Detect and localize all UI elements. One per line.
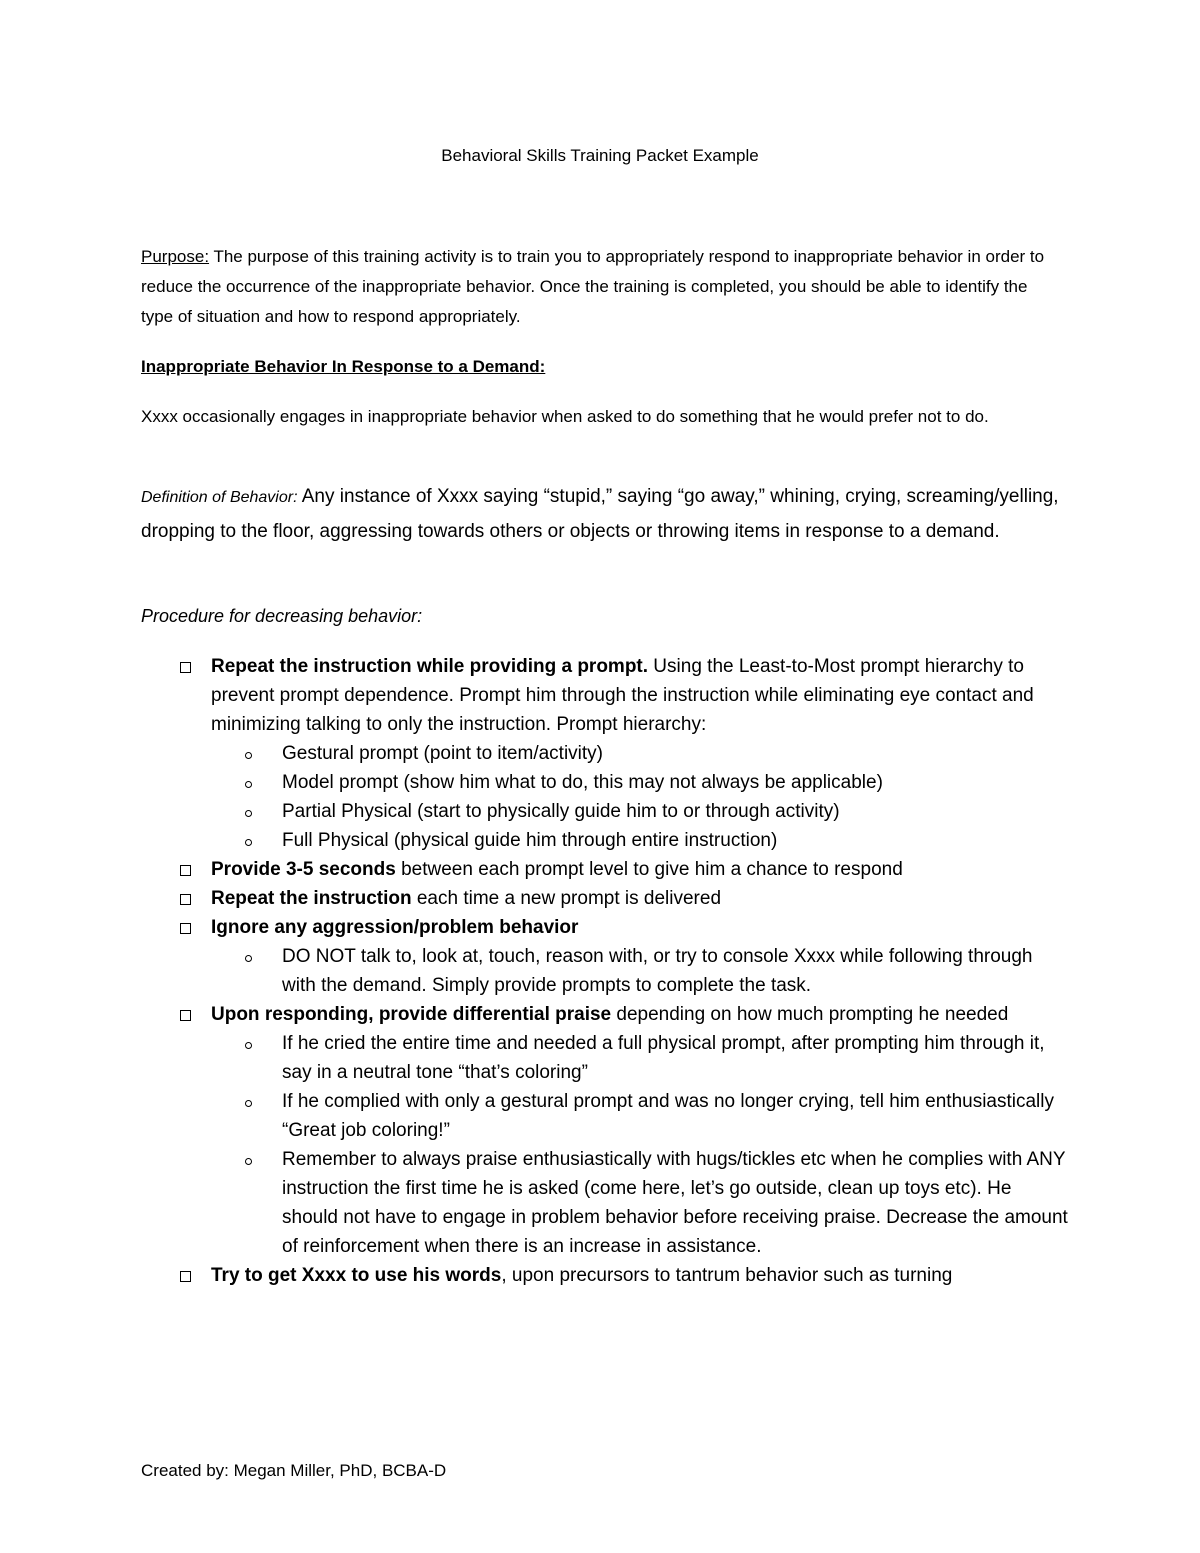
checklist-item (141, 652, 1071, 739)
checkbox-icon (180, 662, 191, 673)
checkbox-icon (180, 1271, 191, 1282)
intro-paragraph: Xxxx occasionally engages in inappropriate behavior when asked to do something that he would prefer not to do. (141, 407, 989, 426)
checklist-item-text: Using the Least-to-Most prompt hierarchy to prevent prompt dependence. Prompt him through the instruction while eliminating eye contact and minimizing talking to only the instruction. Prompt hierarchy: (211, 656, 1034, 735)
checklist-item-bold: Upon responding, provide differential praise (211, 1004, 612, 1025)
purpose-paragraph (141, 242, 1061, 332)
checklist-item-bold: Try to get Xxxx to use his words (211, 1265, 502, 1286)
sub-bullet-item (141, 1145, 1071, 1261)
sub-bullet-text: Gestural prompt (point to item/activity) (282, 743, 603, 764)
sub-bullet-item (141, 942, 1071, 1000)
section-heading: Inappropriate Behavior In Response to a Demand: (141, 357, 546, 376)
checklist-item-text: depending on how much prompting he needed (611, 1004, 1009, 1025)
checklist-item (141, 1000, 1071, 1029)
sub-bullet-item (141, 739, 1071, 768)
circle-bullet-icon (245, 1158, 252, 1165)
checkbox-icon (180, 923, 191, 934)
sub-bullet-text: If he complied with only a gestural prompt and was no longer crying, tell him enthusiastically “Great job coloring!” (282, 1091, 1054, 1141)
sub-bullet-item (141, 1087, 1071, 1145)
sub-bullet-text: Model prompt (show him what to do, this may not always be applicable) (282, 772, 883, 793)
checklist-item-bold: Repeat the instruction while providing a prompt. (211, 656, 649, 677)
sub-bullet-item (141, 768, 1071, 797)
circle-bullet-icon (245, 839, 252, 846)
circle-bullet-icon (245, 1042, 252, 1049)
footer-credit: Created by: Megan Miller, PhD, BCBA-D (141, 1461, 447, 1480)
checklist-item (141, 1261, 1071, 1290)
sub-bullet-text: Partial Physical (start to physically guide him to or through activity) (282, 801, 840, 822)
checklist-item-text: between each prompt level to give him a chance to respond (395, 859, 903, 880)
checkbox-icon (180, 865, 191, 876)
sub-bullet-item (141, 797, 1071, 826)
checklist-item-text: each time a new prompt is delivered (411, 888, 722, 909)
checklist-item (141, 855, 1071, 884)
purpose-label: Purpose: (141, 247, 210, 266)
checkbox-icon (180, 894, 191, 905)
sub-bullet-text: DO NOT talk to, look at, touch, reason with, or try to console Xxxx while following through with the demand. Simply provide prompts to complete the task. (282, 946, 1033, 996)
sub-bullet-text: Full Physical (physical guide him through entire instruction) (282, 830, 778, 851)
circle-bullet-icon (245, 810, 252, 817)
purpose-text: The purpose of this training activity is to train you to appropriately respond to inappropriate behavior in order to reduce the occurrence of the inappropriate behavior. Once the training is completed, you should be able to identify the type of situation and how to respond appropriately. (141, 247, 1045, 326)
sub-bullet-item (141, 826, 1071, 855)
circle-bullet-icon (245, 752, 252, 759)
checklist-item-bold: Provide 3-5 seconds (211, 859, 396, 880)
sub-bullet-item (141, 1029, 1071, 1087)
checklist-item-bold: Ignore any aggression/problem behavior (211, 917, 579, 938)
definition-text: Any instance of Xxxx saying “stupid,” saying “go away,” whining, crying, screaming/yelling, dropping to the floor, aggressing towards others or objects or throwing items in response to a demand. (141, 486, 1059, 542)
checklist-item-text: , upon precursors to tantrum behavior such as turning (501, 1265, 953, 1286)
sub-bullet-text: Remember to always praise enthusiastically with hugs/tickles etc when he complies with ANY instruction the first time he is asked (come here, let’s go outside, clean up toys etc). He should not have to engage in problem behavior before receiving praise. Decrease the amount of reinforcement when there is an increase in assistance. (282, 1149, 1068, 1257)
definition-label: Definition of Behavior: (141, 489, 298, 506)
sub-bullet-text: If he cried the entire time and needed a full physical prompt, after prompting him through it, say in a neutral tone “that’s coloring” (282, 1033, 1045, 1083)
definition-paragraph (141, 480, 1061, 549)
circle-bullet-icon (245, 781, 252, 788)
checklist-item-bold: Repeat the instruction (211, 888, 412, 909)
checklist-item (141, 913, 1071, 942)
checkbox-icon (180, 1010, 191, 1021)
circle-bullet-icon (245, 955, 252, 962)
document-title: Behavioral Skills Training Packet Example (441, 146, 759, 165)
procedure-checklist (141, 652, 1071, 1290)
checklist-item (141, 884, 1071, 913)
procedure-heading: Procedure for decreasing behavior: (141, 606, 423, 626)
circle-bullet-icon (245, 1100, 252, 1107)
